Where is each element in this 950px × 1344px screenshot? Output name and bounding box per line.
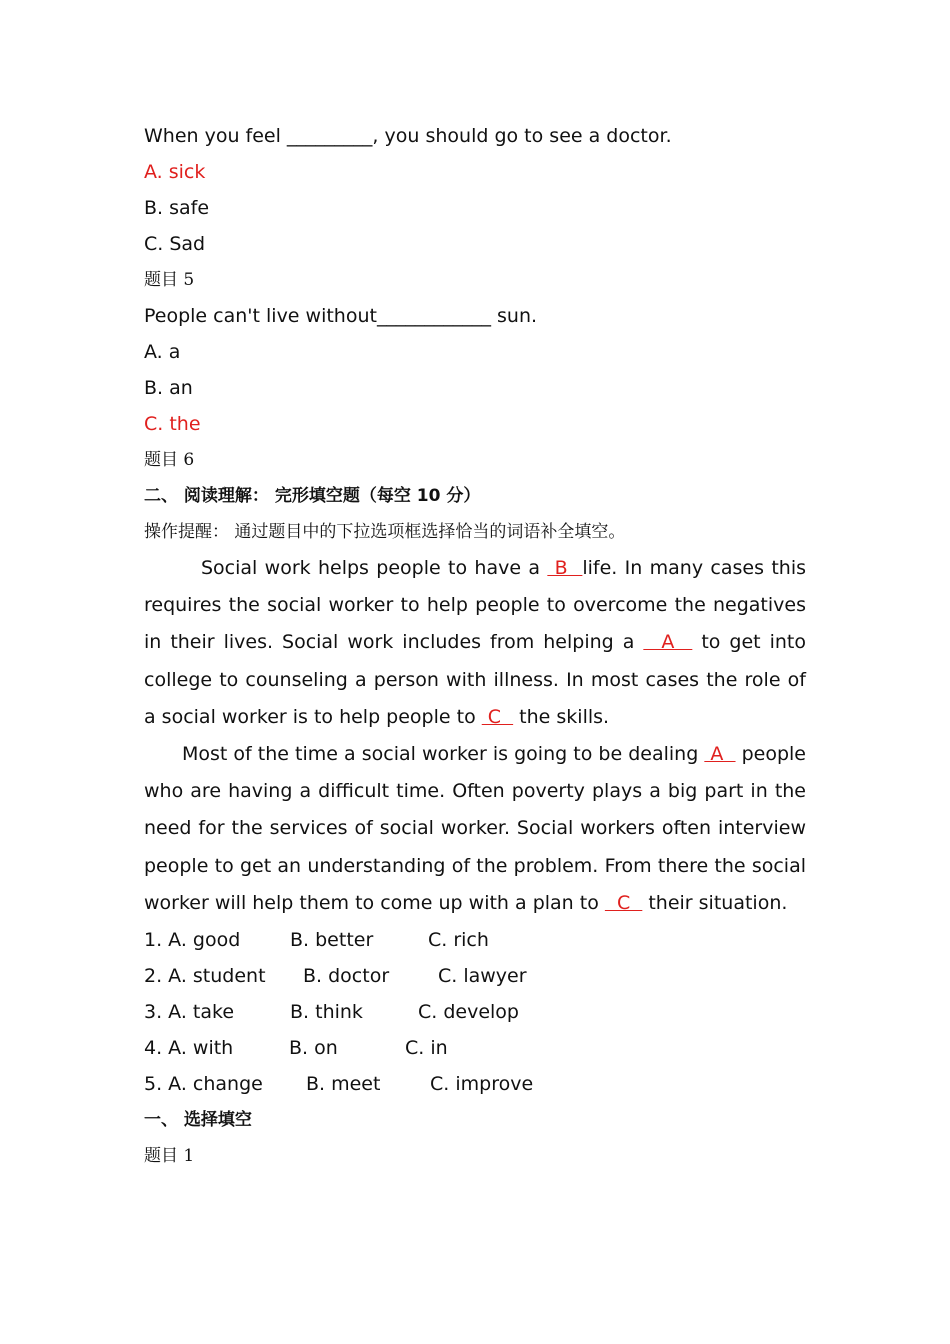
section-1-heading: 一、 选择填空 (144, 1110, 252, 1131)
cloze-choices-row-3 (144, 994, 806, 1030)
choice-b: B. doctor (303, 965, 390, 988)
choice-b: B. better (290, 929, 374, 952)
question-4-option-c: C. Sad (144, 233, 206, 255)
choice-c: C. lawyer (438, 965, 527, 988)
cloze-choices-row-1 (144, 922, 806, 958)
question-1-title: 题目 1 (144, 1146, 195, 1167)
cloze-text: life. In many cases this requires the social worker to help people to overcome the negatives in their lives. Social work includes from helping a (144, 557, 807, 654)
choice-c: C. in (405, 1037, 448, 1060)
choice-a: 5. A. change (144, 1073, 263, 1096)
cloze-text: Most of the time a social worker is going to be dealing (182, 743, 705, 766)
question-5-option-c-correct: C. the (144, 413, 201, 435)
choice-c: C. improve (430, 1073, 534, 1096)
cloze-choices-row-5 (144, 1066, 806, 1102)
section-2-heading: 二、 阅读理解： 完形填空题（每空 10 分） (144, 486, 481, 506)
cloze-text: the skills. (513, 705, 610, 728)
question-6-title: 题目 6 (144, 450, 195, 470)
choice-b: B. meet (306, 1073, 381, 1096)
cloze-text: to get into college to counseling a person with illness. In most cases the role of a social worker is to help people to (144, 631, 806, 728)
choice-c: C. rich (428, 929, 489, 952)
question-5-option-a: A. a (144, 341, 181, 363)
choice-a: 4. A. with (144, 1037, 234, 1060)
question-5-option-b: B. an (144, 377, 193, 399)
cloze-blank-1[interactable]: B (547, 557, 583, 579)
choice-b: B. think (290, 1001, 363, 1024)
cloze-blank-3[interactable]: C (481, 705, 514, 728)
cloze-blank-2[interactable]: A (643, 631, 693, 654)
cloze-paragraph-1 (144, 550, 806, 736)
cloze-choices-row-2 (144, 958, 806, 994)
question-5-title: 题目 5 (144, 270, 195, 290)
document-page (144, 118, 806, 1174)
choice-a: 3. A. take (144, 1001, 235, 1024)
cloze-text: their situation. (642, 891, 788, 914)
choice-c: C. develop (418, 1001, 519, 1024)
cloze-choices-row-4 (144, 1030, 806, 1066)
cloze-paragraph-2 (144, 736, 806, 922)
section-2-instruction: 操作提醒： 通过题目中的下拉选项框选择恰当的词语补全填空。 (144, 522, 626, 542)
cloze-blank-4[interactable]: A (704, 743, 736, 766)
choice-b: B. on (289, 1037, 338, 1060)
cloze-blank-5[interactable]: C (604, 891, 643, 914)
choice-a: 2. A. student (144, 965, 266, 988)
question-4-option-a-correct: A. sick (144, 161, 206, 183)
cloze-text: people who are having a difficult time. Often poverty plays a big part in the need for the services of social worker. Social workers often interview people to get an understanding of the problem. From there the social worker will help them to come up with a plan to (144, 743, 807, 914)
question-4-stem: When you feel _________, you should go to see a doctor. (144, 125, 672, 147)
question-4-option-b: B. safe (144, 197, 210, 219)
cloze-text: Social work helps people to have a (201, 557, 548, 579)
question-5-stem: People can't live without____________ sun. (144, 305, 538, 327)
choice-a: 1. A. good (144, 929, 241, 952)
